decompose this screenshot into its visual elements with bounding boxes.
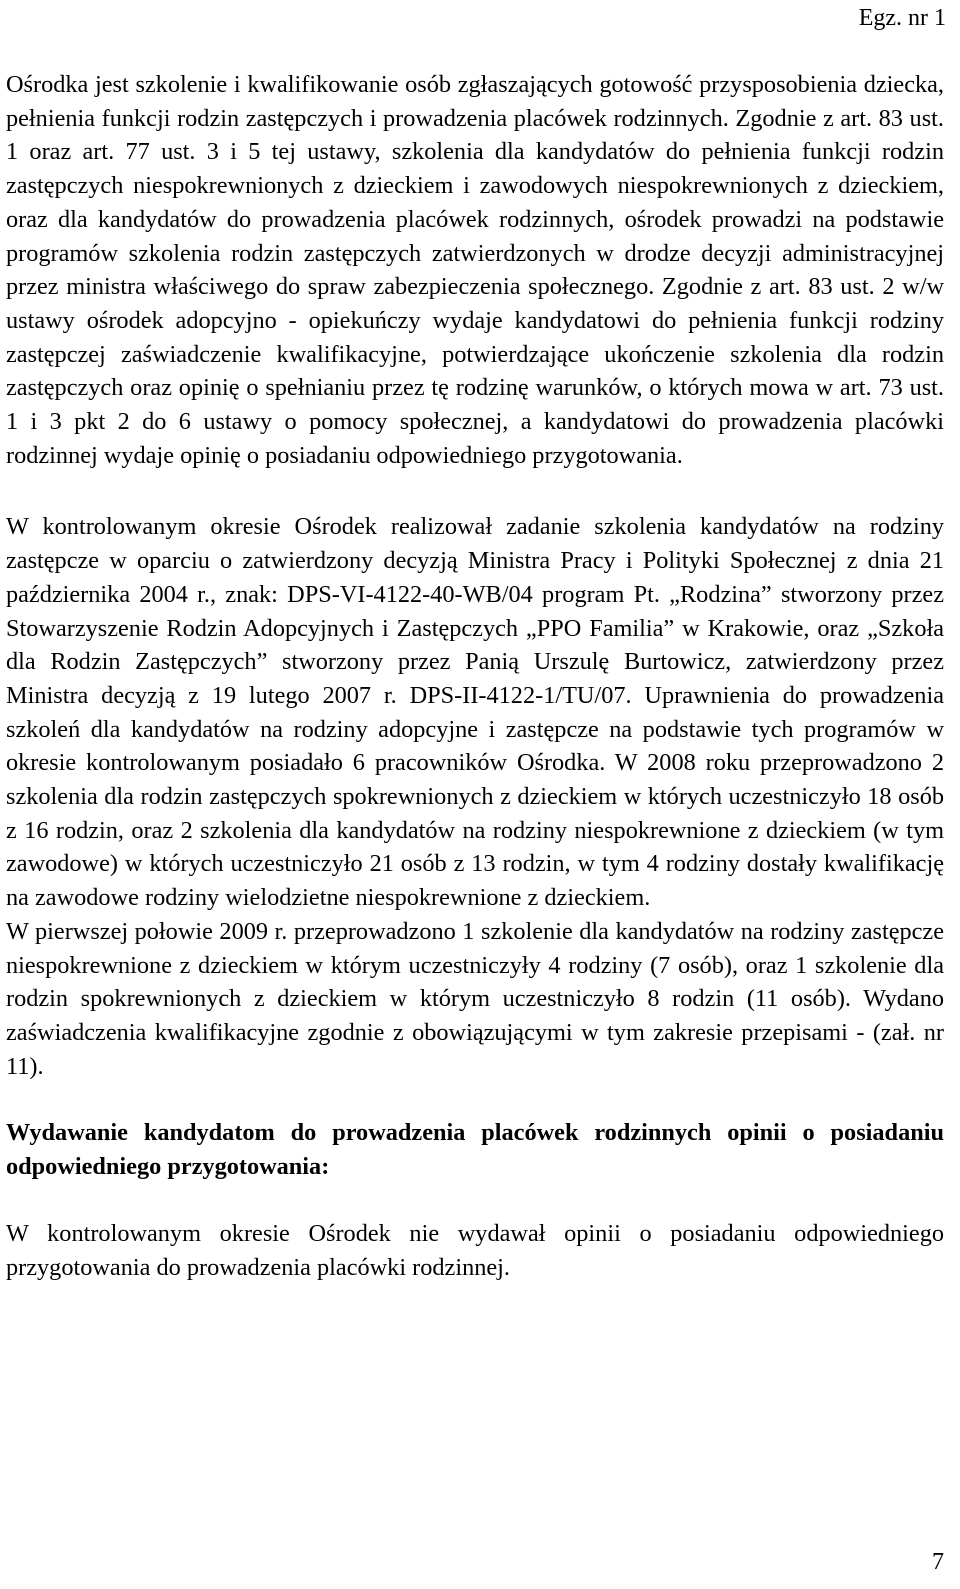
paragraph-training-programs: W kontrolowanym okresie Ośrodek realizował zadanie szkolenia kandydatów na rodziny zastępcze w oparciu o zatwierdzony decyzją Ministra Pracy i Polityki Społecznej z dnia 21 października 2004 r., znak: DPS-VI-4122-40-WB/04 program Pt. „Rodzina” stworzony przez Stowarzyszenie Rodzin Adopcyjnych i Zastępczych „PPO Familia” w Krakowie, oraz „Szkoła dla Rodzin Zastępczych” stworzony przez Panią Urszulę Burtowicz, zatwierdzony przez Ministra decyzją z 19 lutego 2007 r. DPS-II-4122-1/TU/07. Uprawnienia do prowadzenia szkoleń dla kandydatów na rodziny adopcyjne i zastępcze na podstawie tych programów w okresie kontrolowanym posiadało 6 pracowników Ośrodka. W 2008 roku przeprowadzono 2 szkolenia dla rodzin zastępczych spokrewnionych z dzieckiem w których uczestniczyło 18 osób z 16 rodzin, oraz 2 szkolenia dla kandydatów na rodziny niespokrewnione z dzieckiem (w tym zawodowe) w których uczestniczyło 21 osób z 13 rodzin, w tym 4 rodziny dostały kwalifikację na zawodowe rodziny wielodzietne niespokrewnione z dzieckiem. <box>6 513 944 912</box>
page-number: 7 <box>932 1549 944 1575</box>
document-body <box>6 68 944 1284</box>
paragraph-first-half-2009: W pierwszej połowie 2009 r. przeprowadzono 1 szkolenie dla kandydatów na rodziny zastępcze niespokrewnione z dzieckiem w którym uczestniczyły 4 rodziny (7 osób), oraz 1 szkolenie dla rodzin spokrewnionych z dzieckiem w którym uczestniczyło 8 rodzin (11 osób). Wydano zaświadczenia kwalifikacyjne zgodnie z obowiązującymi w tym zakresie przepisami - (zał. nr 11). <box>6 917 944 1080</box>
section-heading: Wydawanie kandydatom do prowadzenia placówek rodzinnych opinii o posiadaniu odpowiedniego przygotowania: <box>6 1119 944 1181</box>
paragraph-no-opinions: W kontrolowanym okresie Ośrodek nie wydawał opinii o posiadaniu odpowiedniego przygotowania do prowadzenia placówki rodzinnej. <box>6 1219 944 1281</box>
copy-number-label: Egz. nr 1 <box>858 5 946 31</box>
paragraph-training-duties: Ośrodka jest szkolenie i kwalifikowanie osób zgłaszających gotowość przysposobienia dziecka, pełnienia funkcji rodzin zastępczych i prowadzenia placówek rodzinnych. Zgodnie z art. 83 ust. 1 oraz art. 77 ust. 3 i 5 tej ustawy, szkolenia dla kandydatów do pełnienia funkcji rodzin zastępczych niespokrewnionych z dzieckiem i zawodowych niespokrewnionych z dzieckiem, oraz dla kandydatów do prowadzenia placówek rodzinnych, ośrodek prowadzi na podstawie programów szkolenia rodzin zastępczych zatwierdzonych w drodze decyzji administracyjnej przez ministra właściwego do spraw zabezpieczenia społecznego. Zgodnie z art. 83 ust. 2 w/w ustawy ośrodek adopcyjno - opiekuńczy wydaje kandydatowi do pełnienia funkcji rodziny zastępczej zaświadczenie kwalifikacyjne, potwierdzające ukończenie szkolenia dla rodzin zastępczych oraz opinię o spełnianiu przez tę rodzinę warunków, o których mowa w art. 73 ust. 1 i 3 pkt 2 do 6 ustawy o pomocy społecznej, a kandydatowi do prowadzenia placówki rodzinnej wydaje opinię o posiadaniu odpowiedniego przygotowania. <box>6 71 944 469</box>
